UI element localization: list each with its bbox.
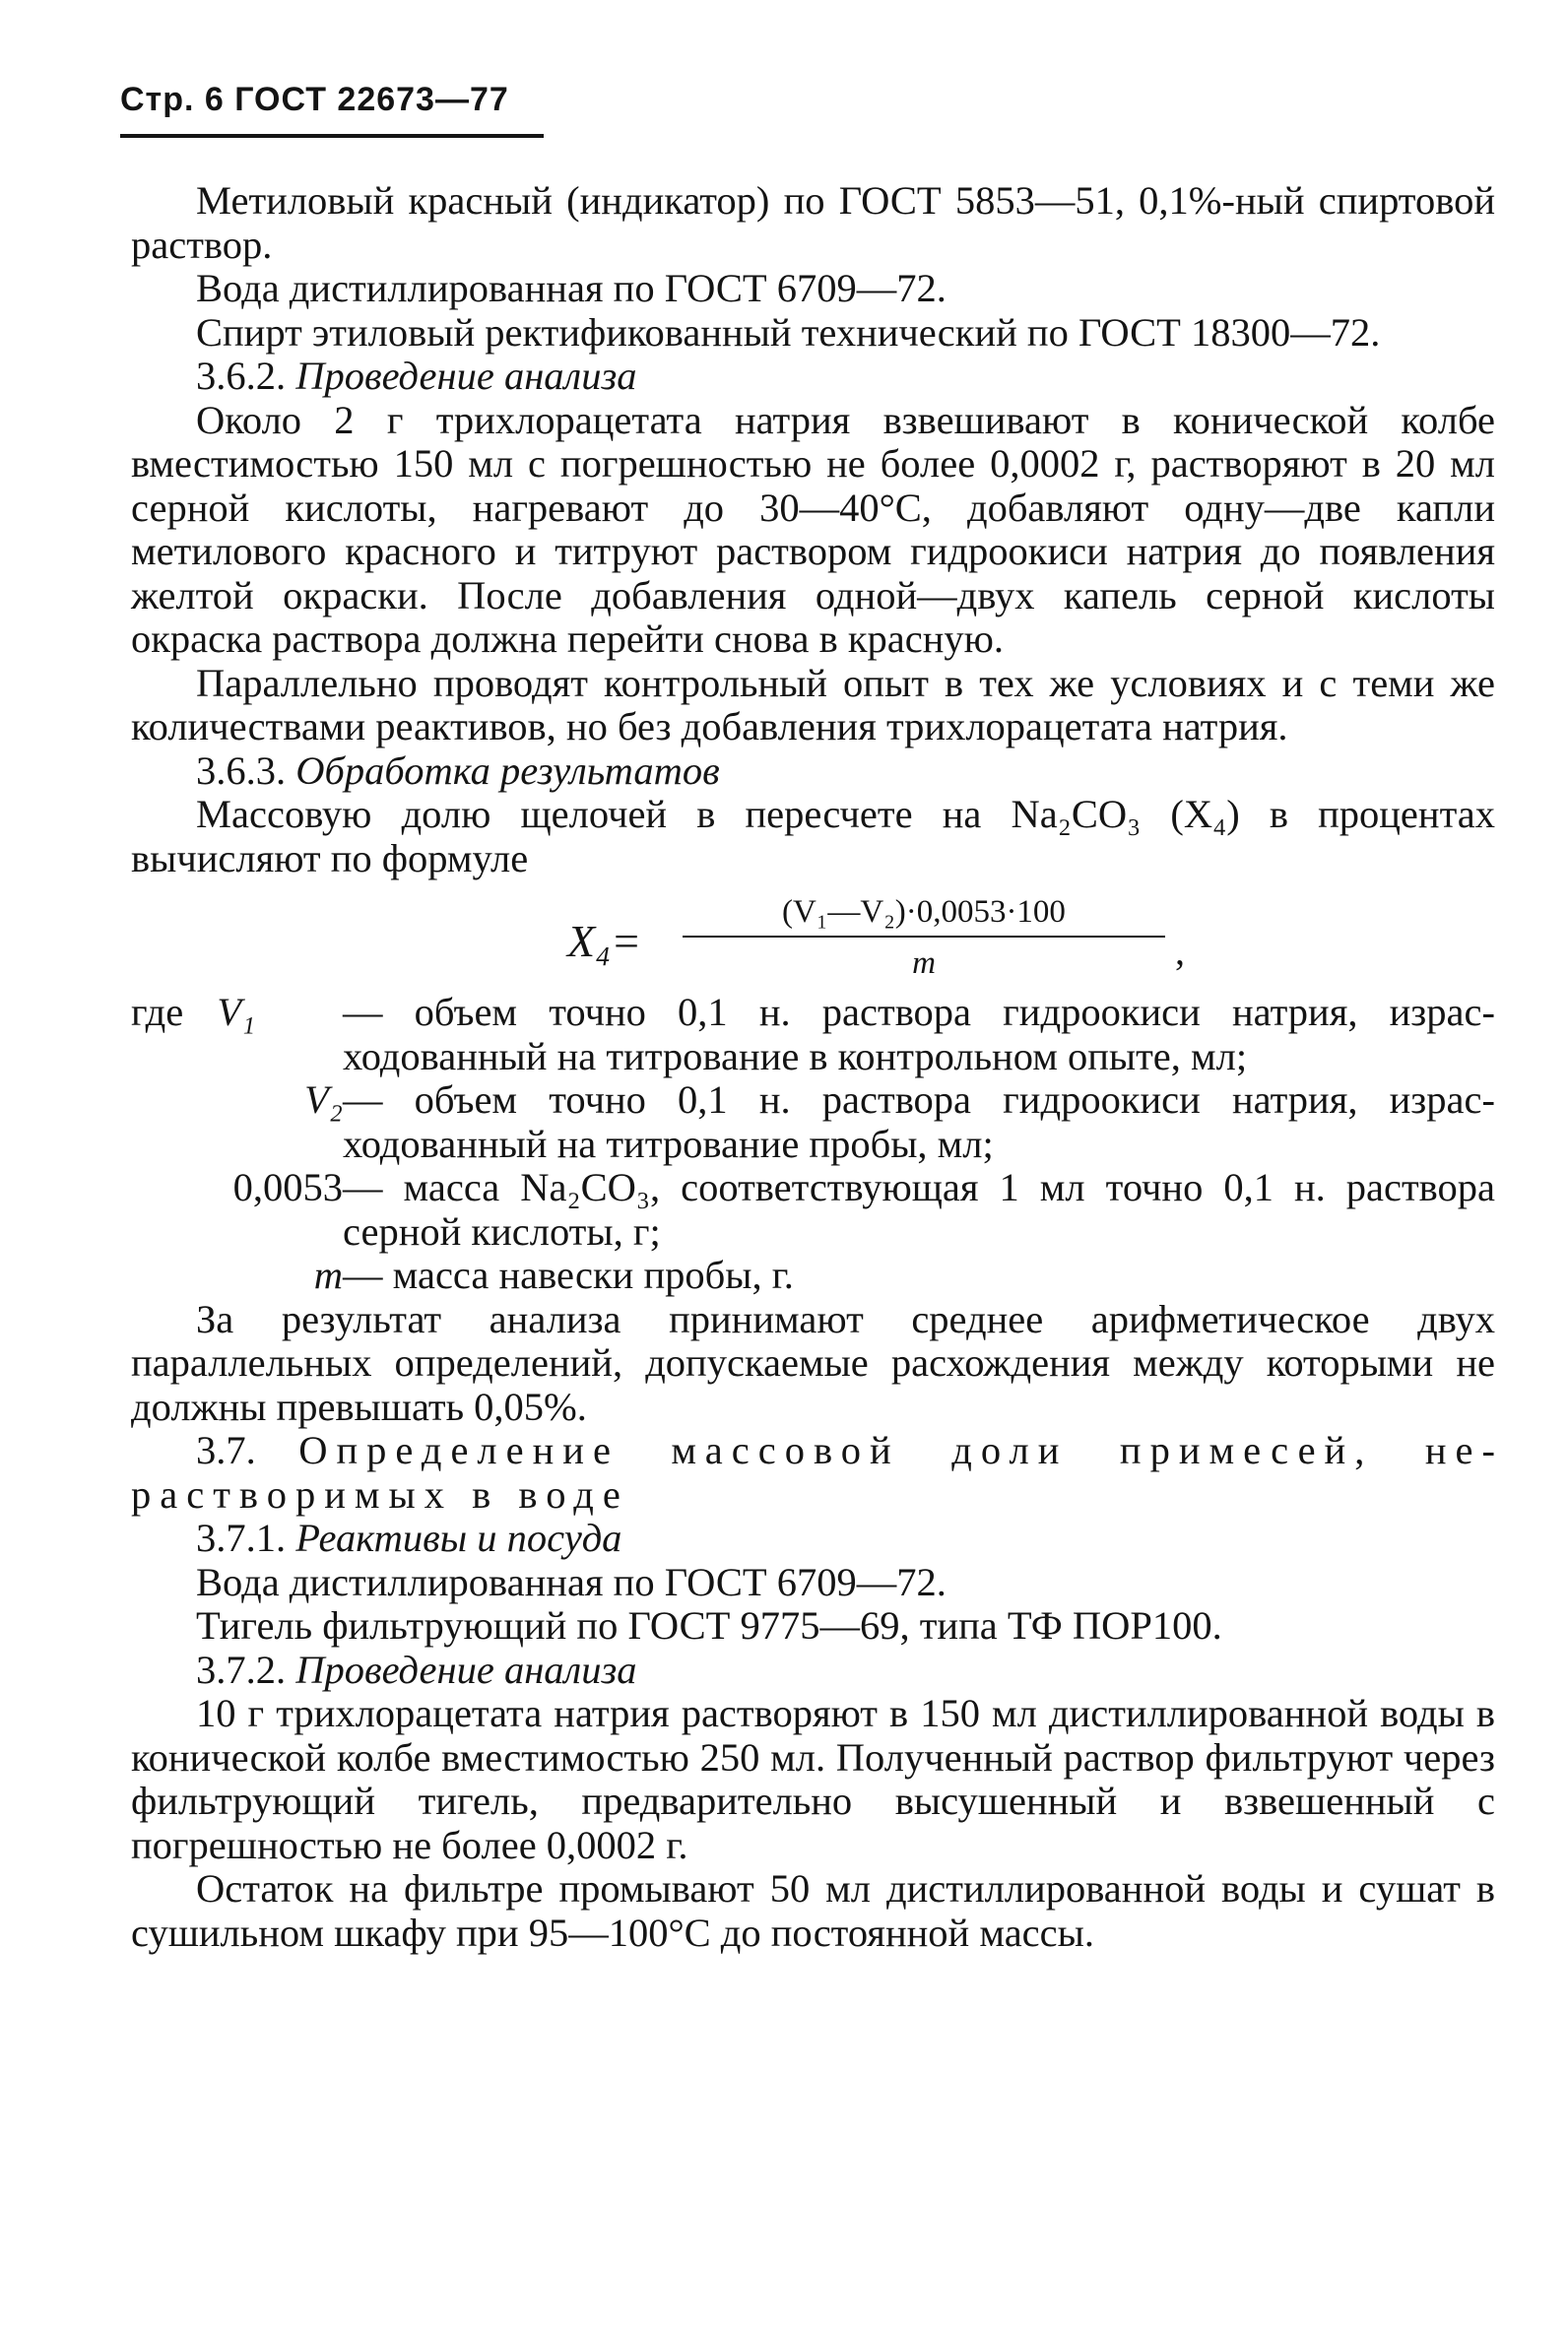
- paragraph-procedure: Около 2 г трихлорацетата натрия взвешивают в конической колбе вместимостью 150 мл с погрешностью не более 0,0002 г, растворяют в 20 мл серной кислоты, нагревают до 30—40°С, добавляют одну—две капли метилового красного и титруют раствором гидроокиси натрия до появления желтой окраски. После добавления одной—двух капель серной кислоты окраска раствора должна перейти снова в красную.: [131, 397, 1495, 661]
- definition-row: [131, 1078, 1495, 1166]
- section-number: 3.7.: [196, 1428, 256, 1472]
- paragraph-reagent-water-2: Вода дистиллированная по ГОСТ 6709—72.: [196, 1559, 947, 1604]
- page-header: Стр. 6 ГОСТ 22673—77: [120, 81, 509, 118]
- definition-symbol: [131, 1166, 343, 1254]
- header-rule: [120, 134, 544, 138]
- definition-symbol: [131, 991, 343, 1078]
- fraction-bar: [683, 936, 1165, 938]
- section-heading-3-6-2: [131, 355, 1495, 399]
- section-heading-3-7-2: [131, 1649, 1495, 1693]
- section-heading-3-7-1: [131, 1517, 1495, 1561]
- formula-x4: [131, 890, 1495, 985]
- definition-variable: m: [313, 1253, 343, 1297]
- section-number: 3.6.3.: [196, 747, 287, 793]
- paragraph-dissolution: 10 г трихлорацетата натрия растворяют в 150 мл дистиллированной воды в конической колбе вместимостью 250 мл. Полученный раствор фильтруют через фильтрующий тигель, предварительно высушенный и взвешенный с погрешностью не более 0,0002 г.: [131, 1691, 1495, 1867]
- formula-denominator: m: [912, 945, 936, 981]
- section-title: Определение массовой доли примесей, нерастворимых в воде: [131, 1428, 1495, 1517]
- section-number: 3.7.1.: [196, 1516, 287, 1560]
- section-title: Проведение анализа: [295, 1647, 637, 1692]
- definition-text: — масса навески пробы, г.: [343, 1253, 794, 1297]
- definition-text: — объем точно 0,1 н. раствора гидроокиси натрия, израсходованный на титрование пробы, мл;: [343, 1077, 1495, 1166]
- paragraph-reagent-ethanol: Спирт этиловый ректификованный технический по ГОСТ 18300—72.: [196, 309, 1381, 355]
- paragraph-filter-crucible: Тигель фильтрующий по ГОСТ 9775—69, типа ТФ ПОР100.: [196, 1603, 1222, 1648]
- definition-row: [131, 991, 1495, 1078]
- paragraph-formula-intro: Массовую долю щелочей в пересчете на Na₂CO₃ (X₄) в процентах вычисляют по формуле: [131, 792, 1495, 880]
- paragraph-residue-drying: Остаток на фильтре промывают 50 мл дистиллированной воды и сушат в сушильном шкафу при 95—100°С до постоянной массы.: [131, 1866, 1495, 1955]
- definition-text: — объем точно 0,1 н. раствора гидроокиси натрия, израсходованный на титрование в контрольном опыте, мл;: [343, 990, 1495, 1078]
- definition-symbol: [131, 1078, 343, 1166]
- definition-prefix: где: [131, 990, 184, 1034]
- section-number: 3.7.2.: [196, 1647, 287, 1692]
- section-heading-3-6-3: [131, 749, 1495, 794]
- definition-variable: V₂: [304, 1077, 343, 1122]
- definition-variable: V₁: [217, 990, 256, 1034]
- section-heading-3-7: [131, 1429, 1495, 1517]
- definition-variable: 0,0053: [232, 1165, 343, 1209]
- formula-definitions: [131, 991, 1495, 1298]
- definition-symbol: [131, 1254, 343, 1298]
- paragraph-result-rule: За результат анализа принимают среднее арифметическое двух параллельных определений, допускаемые расхождения между которыми не должны превышать 0,05%.: [131, 1296, 1495, 1429]
- paragraph-control-test: Параллельно проводят контрольный опыт в тех же условиях и с теми же количествами реактивов, но без добавления трихлорацетата натрия.: [131, 660, 1495, 748]
- definition-row: [131, 1166, 1495, 1254]
- paragraph-reagent-water: Вода дистиллированная по ГОСТ 6709—72.: [196, 266, 947, 310]
- formula-numerator: (V₁—V₂)·0,0053·100: [782, 894, 1066, 930]
- paragraph-reagent-methyl-red: Метиловый красный (индикатор) по ГОСТ 5853—51, 0,1%-ный спиртовой раствор.: [131, 178, 1495, 267]
- section-number: 3.6.2.: [196, 354, 287, 398]
- section-title: Проведение анализа: [295, 354, 637, 398]
- formula-comma: ,: [1175, 929, 1185, 973]
- formula-lhs: X₄=: [567, 916, 642, 966]
- section-title: Реактивы и посуда: [295, 1516, 622, 1560]
- definition-text: — масса Na₂CO₃, соответствующая 1 мл точно 0,1 н. раствора серной кислоты, г;: [343, 1165, 1495, 1254]
- definition-row: [131, 1254, 1495, 1298]
- document-body: [131, 179, 1495, 1955]
- section-title: Обработка результатов: [295, 747, 720, 793]
